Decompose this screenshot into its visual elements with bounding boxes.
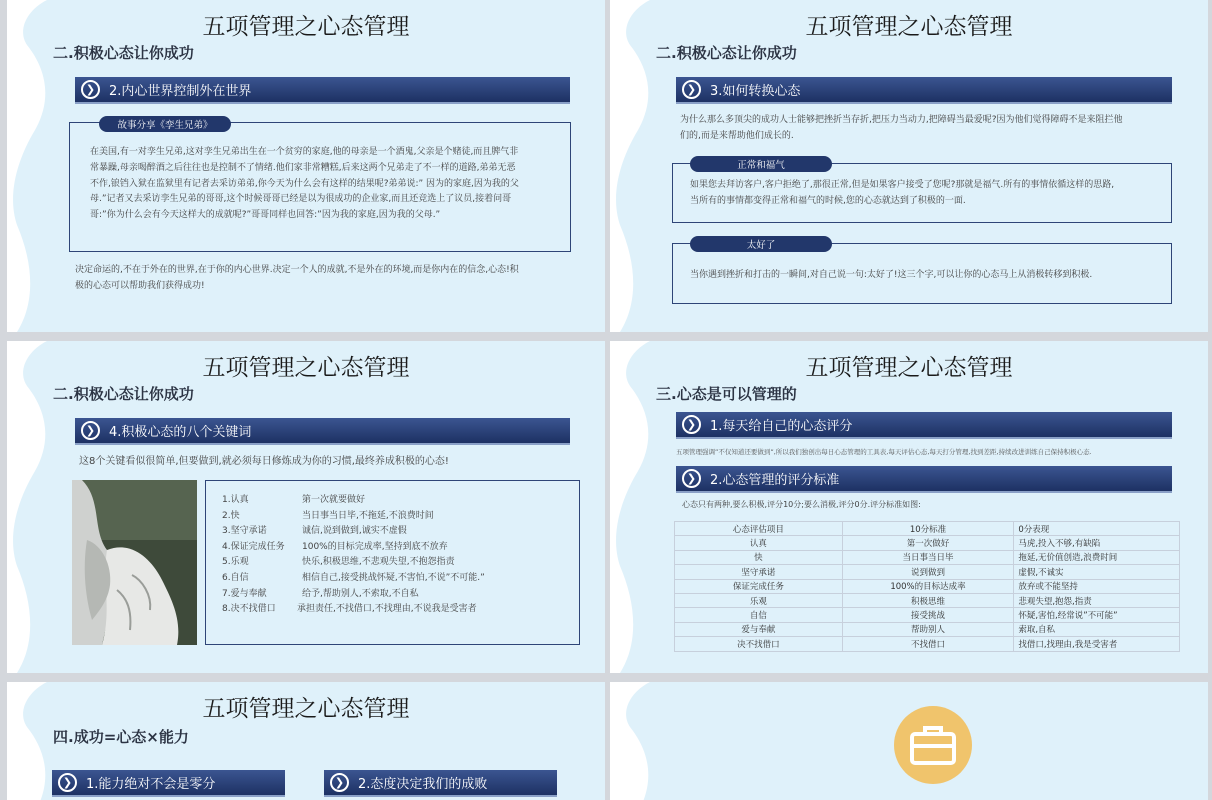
section-bar [75, 77, 570, 104]
section-bar [324, 770, 557, 797]
table-cell: 认真 [675, 536, 843, 550]
table-row [675, 565, 1180, 579]
chevron-right-icon: ❯ [58, 773, 77, 792]
keyword-meaning: 相信自己,接受挑战怀疑,不害怕,不说”不可能.” [302, 573, 485, 583]
chevron-right-icon: ❯ [682, 415, 701, 434]
keyword-label: 7.爱与奉献 [222, 588, 267, 599]
section-bar-label: 2.态度决定我们的成败 [358, 777, 488, 792]
table-cell: 坚守承诺 [675, 565, 843, 579]
table-cell: 自信 [675, 608, 843, 622]
table-header-row [675, 522, 1180, 536]
tip-line: 当所有的事情都变得正常和福气的时候,您的心态就达到了积极的一面. [690, 195, 966, 206]
table-cell: 不找借口 [842, 637, 1014, 651]
table-cell: 乐观 [675, 593, 843, 607]
section-heading: 二.积极心态让你成功 [53, 385, 194, 403]
table-cell: 心态评估项目 [675, 522, 843, 536]
slide-3[interactable] [7, 341, 605, 673]
story-line: 哥:”你为什么会有今天这样大的成就呢?”哥哥同样也回答:”因为我的家庭,因为我的父母.” [90, 210, 441, 220]
keyword-meaning: 100%的目标完成率,坚持到底不放弃 [302, 541, 448, 552]
keyword-label: 5.乐观 [222, 557, 249, 568]
keyword-meaning: 当日事当日毕,不拖延,不浪费时间 [302, 510, 434, 521]
table-cell: 0分表现 [1014, 522, 1180, 536]
keyword-row [222, 492, 572, 505]
method-note: 五项管理强调”不仅知道还要做到”,所以我们独创出每日心态管理的工具表,每天评估心态,每天打分管理,找到差距,持续改进训练自己保持积极心态. [676, 448, 1092, 456]
keyword-label: 2.快 [222, 510, 240, 521]
score-table [674, 521, 1180, 652]
section-bar [52, 770, 285, 797]
table-row [675, 593, 1180, 607]
tip-line: 如果您去拜访客户,客户拒绝了,那很正常,但是如果客户接受了您呢?那就是福气.所有的事情依循这样的思路, [690, 180, 1115, 190]
intro-text [680, 113, 1175, 145]
section-bar [676, 77, 1172, 104]
intro-line: 为什么那么多顶尖的成功人士能够把挫折当存折,把压力当动力,把障碍当最爱呢?因为他们觉得障碍不是来阻拦他 [680, 115, 1123, 125]
section-bar-label: 4.积极心态的八个关键词 [109, 425, 252, 440]
keyword-row [222, 601, 572, 614]
keyword-row [222, 523, 572, 536]
keyword-label: 3.坚守承诺 [222, 526, 267, 537]
section-bar-label: 1.能力绝对不会是零分 [86, 777, 216, 792]
keyword-row [222, 539, 572, 552]
table-cell: 说到做到 [842, 565, 1014, 579]
keyword-label: 8.决不找借口 [222, 604, 276, 615]
table-cell: 10分标准 [842, 522, 1014, 536]
table-row [675, 550, 1180, 564]
tip-text: 当你遇到挫折和打击的一瞬间,对自己说一句:太好了!这三个字,可以让你的心态马上从消极转移到积极. [690, 270, 1093, 280]
section-bar [676, 412, 1172, 439]
section-bar [75, 418, 570, 445]
table-cell: 爱与奉献 [675, 622, 843, 636]
table-cell: 虚假,不诚实 [1014, 565, 1180, 579]
conclusion-text [75, 263, 575, 295]
section-bar-label: 1.每天给自己的心态评分 [710, 419, 853, 434]
table-cell: 当日事当日毕 [842, 550, 1014, 564]
slide-1[interactable] [7, 0, 605, 332]
slide-6[interactable] [610, 682, 1208, 800]
keyword-label: 6.自信 [222, 573, 249, 583]
section-heading: 二.积极心态让你成功 [656, 44, 797, 62]
keyword-row [222, 554, 572, 567]
story-line: 在美国,有一对孪生兄弟,这对孪生兄弟出生在一个贫穷的家庭,他的母亲是一个酒鬼,父亲是个赌徒,而且脾气非 [90, 147, 519, 157]
keyword-label: 1.认真 [222, 495, 249, 505]
slide-title: 五项管理之心态管理 [202, 355, 410, 381]
chevron-right-icon: ❯ [682, 80, 701, 99]
table-cell: 放弃或不能坚持 [1014, 579, 1180, 593]
table-cell: 积极思维 [842, 593, 1014, 607]
table-cell: 索取,自私 [1014, 622, 1180, 636]
story-text [90, 145, 570, 224]
conclusion-line: 极的心态可以帮助我们获得成功! [75, 280, 205, 291]
table-cell: 找借口,找理由,我是受害者 [1014, 637, 1180, 651]
keyword-meaning: 诚信,说到做到,诚实不虚假 [302, 526, 407, 537]
slide-title: 五项管理之心态管理 [202, 14, 410, 40]
table-cell: 接受挑战 [842, 608, 1014, 622]
table-cell: 拖延,无价值创造,浪费时间 [1014, 550, 1180, 564]
table-row [675, 608, 1180, 622]
table-cell: 帮助别人 [842, 622, 1014, 636]
slide-2[interactable] [610, 0, 1208, 332]
section-bar-label: 2.内心世界控制外在世界 [109, 84, 252, 99]
table-cell: 100%的目标达成率 [842, 579, 1014, 593]
chevron-right-icon: ❯ [81, 80, 100, 99]
statue-photo [72, 480, 197, 645]
keyword-meaning: 第一次就要做好 [302, 495, 366, 505]
keyword-row [222, 586, 572, 599]
briefcase-icon [893, 705, 973, 785]
slide-5[interactable] [7, 682, 605, 800]
table-row [675, 579, 1180, 593]
keyword-row [222, 508, 572, 521]
slide-4[interactable] [610, 341, 1208, 673]
intro-line: 们的,而是来帮助他们成长的. [680, 130, 794, 141]
story-line: 母.”记者又去采访孪生兄弟的哥哥,这个时候哥哥已经是以为很成功的企业家,而且还竞选上了议员,接着问哥 [90, 194, 512, 205]
story-line: 常暴躁,母亲喝醉酒之后往往也是控制不了情绪.他们家非常糟糕,后来这两个兄弟走了不一样的道路,弟弟无恶 [90, 162, 516, 173]
keyword-meaning: 快乐,积极思维,不悲观失望,不抱怨指责 [302, 557, 455, 568]
table-cell: 决不找借口 [675, 637, 843, 651]
table-cell: 悲观失望,抱怨,指责 [1014, 593, 1180, 607]
chevron-right-icon: ❯ [81, 421, 100, 440]
table-cell: 快 [675, 550, 843, 564]
slide-title: 五项管理之心态管理 [202, 696, 410, 722]
slide-title: 五项管理之心态管理 [805, 355, 1013, 381]
table-row [675, 622, 1180, 636]
section-bar-label: 2.心态管理的评分标准 [710, 473, 840, 488]
conclusion-line: 决定命运的,不在于外在的世界,在于你的内心世界.决定一个人的成就,不是外在的环境,而是你内在的信念,心态!积 [75, 265, 519, 275]
section-bar-label: 3.如何转换心态 [710, 84, 801, 99]
keyword-label: 4.保证完成任务 [222, 541, 285, 552]
slide-title: 五项管理之心态管理 [805, 14, 1013, 40]
table-cell: 保证完成任务 [675, 579, 843, 593]
table-row [675, 536, 1180, 550]
intro-text: 这8个关键看似很简单,但要做到,就必须每日修炼成为你的习惯,最终养成积极的心态! [79, 456, 449, 467]
section-bar [676, 466, 1172, 493]
tip-text [690, 178, 1170, 210]
story-tag: 故事分享《孪生兄弟》 [99, 116, 231, 132]
section-heading: 三.心态是可以管理的 [656, 385, 797, 403]
keyword-meaning: 承担责任,不找借口,不找理由,不说我是受害者 [297, 604, 477, 615]
tip-tag: 太好了 [690, 236, 832, 252]
section-heading: 四.成功=心态×能力 [53, 728, 189, 746]
keyword-meaning: 给予,帮助别人,不索取,不自私 [302, 588, 419, 599]
chevron-right-icon: ❯ [330, 773, 349, 792]
table-cell: 第一次做好 [842, 536, 1014, 550]
chevron-right-icon: ❯ [682, 469, 701, 488]
table-cell: 怀疑,害怕,经常说”不可能” [1014, 608, 1180, 622]
tip-tag: 正常和福气 [690, 156, 832, 172]
story-line: 不作,锒铛入狱在监狱里有记者去采访弟弟,你今天为什么会有这样的结果呢?弟弟说:” 因为的家庭,因为我的父 [90, 178, 519, 189]
keyword-row [222, 570, 572, 583]
table-cell: 马虎,投入不够,有缺陷 [1014, 536, 1180, 550]
section-heading: 二.积极心态让你成功 [53, 44, 194, 62]
intro-text: 心态只有两种,要么积极,评分10分;要么消极,评分0分.评分标准如图: [682, 500, 921, 509]
table-row [675, 637, 1180, 651]
